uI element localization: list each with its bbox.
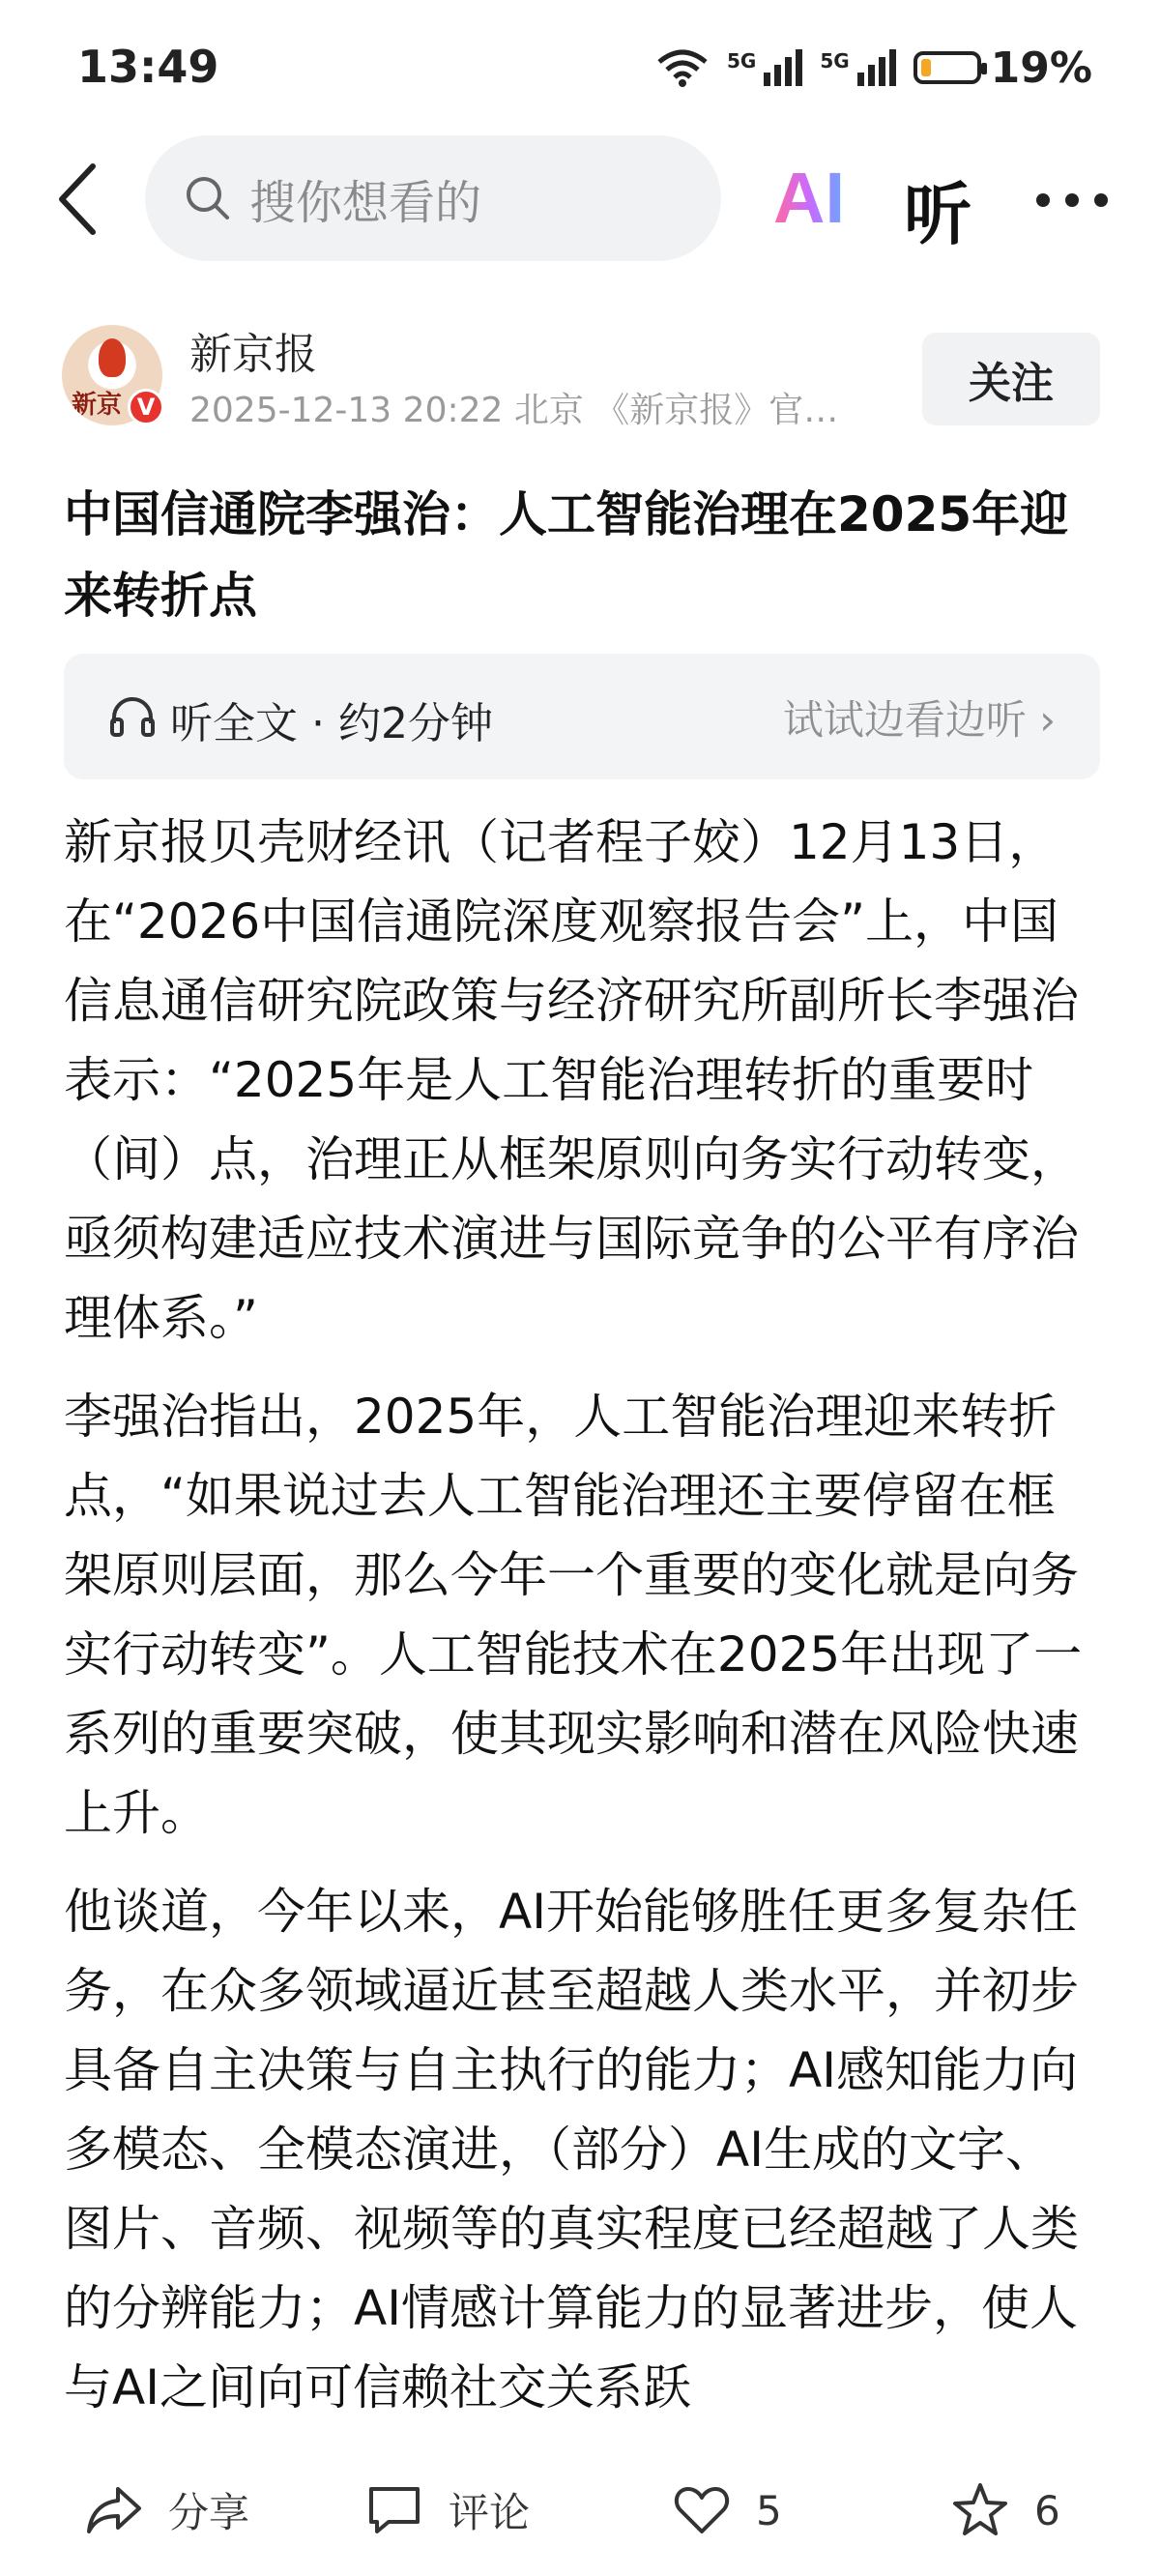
more-options-button[interactable] — [1036, 193, 1108, 207]
article-paragraph: 他谈道，今年以来，AI开始能够胜任更多复杂任务，在众多领域逼近甚至超越人类水平，并初步具备自主决策与自主执行的能力；AI感知能力向多模态、全模态演进，（部分）AI生成的文字、图片、音频、视频等的真实程度已经超越了人类的分辨能力；AI情感计算能力的显著进步，使人与AI之间向可信赖社交关系跃 — [64, 1884, 1079, 2415]
status-icons — [655, 41, 1092, 95]
signal-1-icon — [727, 49, 802, 86]
battery-indicator — [914, 44, 1092, 93]
search-input[interactable] — [145, 135, 721, 261]
back-button[interactable] — [48, 162, 106, 236]
avatar-logo-text: 新京 — [72, 391, 123, 420]
verified-badge: V — [128, 389, 164, 425]
like-count: 5 — [756, 2486, 782, 2534]
favorite-count: 6 — [1034, 2486, 1060, 2534]
share-icon — [83, 2479, 145, 2541]
listen-button[interactable]: 听 — [904, 175, 972, 254]
article-paragraph: 新京报贝壳财经讯（记者程子姣）12月13日，在“2026中国信通院深度观察报告会”上，中国信息通信研究院政策与经济研究所副所长李强治表示：“2025年是人工智能治理转折的重要时（间）点，治理正从框架原则向务实行动转变，亟须构建适应技术演进与国际竞争的公平有序治理体系。” — [64, 814, 1079, 1346]
article-title: 中国信通院李强治：人工智能治理在2025年迎来转折点 — [64, 486, 1069, 624]
star-icon — [949, 2479, 1011, 2541]
heart-icon — [671, 2479, 733, 2541]
logo-flame — [99, 338, 126, 377]
search-placeholder: 搜你想看的 — [249, 175, 482, 230]
top-nav — [0, 135, 1160, 263]
network-2-label: 5G — [820, 49, 850, 73]
follow-button[interactable]: 关注 — [922, 333, 1100, 425]
battery-fill — [921, 59, 931, 76]
like-button[interactable] — [671, 2472, 782, 2549]
article-paragraph: 李强治指出，2025年，人工智能治理迎来转折点，“如果说过去人工智能治理还主要停留在框架原则层面，那么今年一个重要的变化就是向务实行动转变”。人工智能技术在2025年出现了一系列的重要突破，使其现实影响和潜在风险快速上升。 — [64, 1389, 1083, 1841]
battery-icon — [914, 51, 981, 84]
try-listen-link[interactable]: 试试边看边听 › — [782, 696, 1056, 744]
wifi-icon — [655, 48, 710, 87]
share-button[interactable] — [83, 2472, 249, 2549]
author-meta: 2025-12-13 20:22 北京 《新京报》官… — [189, 391, 839, 430]
dot-icon — [1065, 193, 1079, 207]
favorite-button[interactable] — [949, 2472, 1060, 2549]
chevron-left-icon — [56, 162, 99, 236]
comment-label: 评论 — [449, 2489, 531, 2536]
comment-icon — [363, 2479, 425, 2541]
dot-icon — [1094, 193, 1108, 207]
author-name[interactable]: 新京报 — [189, 330, 317, 379]
status-time: 13:49 — [77, 41, 219, 93]
article-body — [64, 803, 1100, 2446]
listen-duration-label: 听全文 · 约2分钟 — [170, 699, 493, 748]
author-row — [0, 319, 1160, 445]
headphones-icon — [108, 692, 157, 741]
battery-percent: 19% — [990, 43, 1092, 93]
network-1-label: 5G — [726, 49, 757, 73]
share-label: 分享 — [168, 2489, 250, 2536]
listen-full-text-bar[interactable] — [64, 654, 1100, 779]
signal-2-icon — [820, 49, 895, 86]
comment-button[interactable] — [363, 2472, 530, 2549]
ai-button[interactable]: AI — [773, 158, 845, 238]
bottom-action-bar — [0, 2456, 1160, 2562]
dot-icon — [1036, 193, 1050, 207]
search-icon — [184, 174, 232, 222]
status-bar — [0, 0, 1160, 135]
